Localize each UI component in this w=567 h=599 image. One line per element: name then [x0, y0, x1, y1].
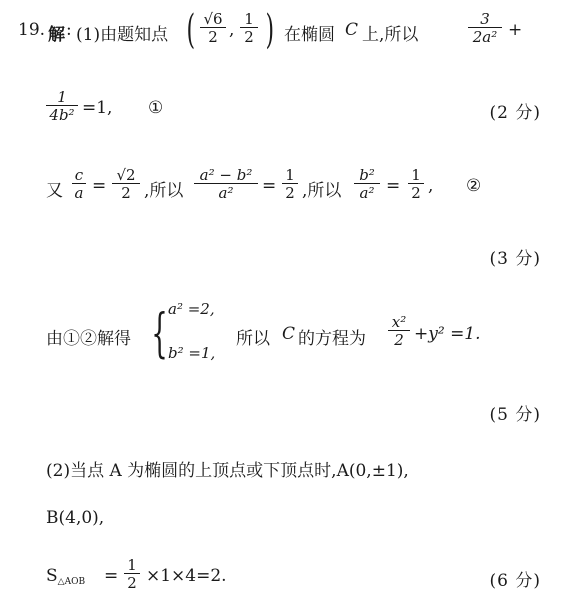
point-x-fraction [200, 11, 226, 45]
score-5: (5 分) [489, 405, 541, 425]
term1-denominator: 2a² [468, 27, 502, 45]
term1-fraction [468, 11, 502, 45]
left-paren: ( [186, 7, 196, 53]
ratio-fraction [194, 167, 258, 201]
equation-fraction [388, 314, 410, 348]
ellipse-name: C [345, 20, 359, 40]
equation2-marker: ② [466, 176, 482, 196]
solution-colon: : [66, 20, 72, 40]
system-eq1: a² =2, [168, 300, 215, 318]
point-x-denominator: 2 [200, 27, 226, 45]
line5-text1: 由①②解得 [46, 329, 131, 349]
area-half-numerator: 1 [127, 556, 137, 574]
line5-text2: 所以 [236, 329, 270, 349]
line-9 [0, 556, 567, 596]
equation1-rest: =1, [82, 98, 113, 118]
line-5 [0, 300, 567, 370]
half-1-numerator: 1 [285, 166, 295, 184]
line3-text3: ,所以 [302, 181, 342, 201]
half-2-denominator: 2 [408, 183, 424, 201]
line-4 [0, 234, 567, 274]
system-brace: { [151, 304, 168, 364]
eccentricity-denominator: 2 [112, 183, 140, 201]
area-s: S [46, 566, 58, 586]
half-2-numerator: 1 [411, 166, 421, 184]
line-2 [0, 88, 567, 128]
c-over-a-fraction [72, 167, 86, 201]
half-fraction-1 [282, 167, 298, 201]
part1-intro: (1)由题知点 [76, 25, 169, 45]
line3-tail: , [428, 176, 434, 196]
b-over-a-fraction [354, 167, 380, 201]
right-paren: ) [265, 7, 275, 53]
line3-eq3: = [386, 176, 401, 196]
line3-text2: ,所以 [144, 181, 184, 201]
b-over-a-denominator: a² [354, 183, 380, 201]
point-comma: , [229, 20, 235, 40]
term1-numerator: 3 [480, 10, 490, 28]
area-subscript: △AOB [57, 577, 86, 587]
point-x-numerator: √6 [203, 10, 223, 28]
area-symbol [46, 566, 85, 587]
line5-text3: 的方程为 [298, 329, 366, 349]
half-fraction-2 [408, 167, 424, 201]
part1-text2: 在椭圆 [284, 25, 335, 45]
line-8 [0, 502, 567, 542]
line3-eq2: = [262, 176, 277, 196]
line-1 [0, 7, 567, 53]
b-over-a-numerator: b² [359, 166, 375, 184]
eccentricity-numerator: √2 [116, 166, 136, 184]
eccentricity-fraction [112, 167, 140, 201]
ratio-denominator: a² [194, 183, 258, 201]
solution-label: 解 [48, 25, 65, 45]
equation-denominator: 2 [388, 330, 410, 348]
c-over-a-denominator: a [72, 183, 86, 201]
area-rest: ×1×4=2. [146, 566, 227, 586]
line5-ellipse-name: C [282, 324, 296, 344]
part1-text3: 上,所以 [362, 25, 419, 45]
area-half-fraction [124, 557, 140, 591]
term2-denominator: 4b² [46, 105, 78, 123]
line-7 [0, 446, 567, 486]
point-b: B(4,0), [46, 508, 105, 528]
term2-numerator: 1 [57, 88, 67, 106]
equation-rest: +y² =1. [414, 324, 481, 344]
line-3 [0, 166, 567, 206]
system-eq2: b² =1, [168, 344, 216, 362]
line-6 [0, 390, 567, 430]
area-half-denominator: 2 [124, 573, 140, 591]
score-3: (3 分) [489, 249, 541, 269]
part2-intro: (2)当点 A 为椭圆的上顶点或下顶点时,A(0,±1), [46, 461, 409, 481]
ratio-numerator: a² − b² [199, 166, 253, 184]
equation1-marker: ① [148, 98, 164, 118]
half-1-denominator: 2 [282, 183, 298, 201]
equation-numerator: x² [391, 313, 407, 331]
area-eq: = [104, 566, 119, 586]
line3-eq1: = [92, 176, 107, 196]
score-2: (2 分) [489, 103, 541, 123]
point-y-numerator: 1 [244, 10, 254, 28]
point-y-denominator: 2 [240, 27, 258, 45]
problem-number: 19. [18, 20, 46, 40]
point-y-fraction [240, 11, 258, 45]
plus-sign: + [508, 20, 523, 40]
term2-fraction [46, 89, 78, 123]
line3-text1: 又 [46, 181, 63, 201]
c-over-a-numerator: c [74, 166, 84, 184]
score-6: (6 分) [489, 571, 541, 591]
